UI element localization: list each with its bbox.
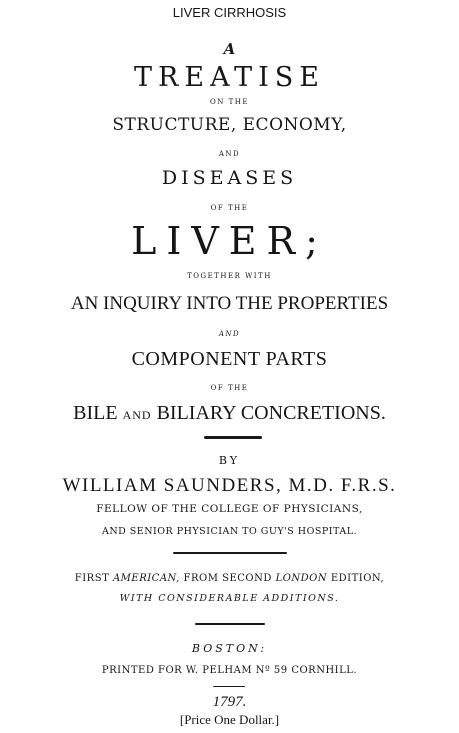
edition-first: FIRST	[74, 573, 110, 584]
title-line-year: 1797.	[212, 694, 247, 710]
title-line-bile	[0, 403, 459, 423]
title-line-structure: STRUCTURE, ECONOMY,	[112, 115, 347, 135]
ornamental-rule-4	[213, 686, 245, 687]
title-line-and-2: AND	[218, 330, 241, 338]
edition-word: EDITION,	[330, 573, 385, 584]
title-line-printed: PRINTED FOR W. PELHAM Nº 59 CORNHILL.	[101, 665, 358, 676]
title-line-of-the-1: OF THE	[210, 204, 249, 212]
title-line-senior: AND SENIOR PHYSICIAN TO GUY'S HOSPITAL.	[101, 526, 358, 537]
title-line-boston: BOSTON:	[191, 642, 268, 655]
title-line-additions: WITH CONSIDERABLE ADDITIONS.	[119, 593, 340, 604]
title-line-by: BY	[218, 454, 241, 467]
bile-and-word: AND	[122, 408, 152, 422]
header-label: LIVER CIRRHOSIS	[172, 5, 287, 20]
edition-from-second: FROM SECOND	[183, 573, 272, 584]
ornamental-rule-2	[173, 552, 287, 554]
title-line-price: [Price One Dollar.]	[179, 712, 280, 727]
edition-london: LONDON	[275, 573, 328, 584]
title-line-a: A	[223, 40, 236, 58]
title-line-component: COMPONENT PARTS	[131, 348, 328, 370]
ornamental-rule-3	[195, 623, 265, 625]
title-line-treatise: TREATISE	[134, 62, 325, 93]
title-line-together: TOGETHER WITH	[187, 272, 272, 280]
title-line-on-the: ON THE	[210, 98, 249, 106]
title-line-and-1: AND	[218, 150, 241, 158]
title-line-author: WILLIAM SAUNDERS, M.D. F.R.S.	[62, 475, 397, 496]
title-line-inquiry: AN INQUIRY INTO THE PROPERTIES	[70, 293, 389, 314]
biliary-concretions-words: BILIARY CONCRETIONS.	[156, 402, 386, 424]
ornamental-rule-1	[204, 436, 262, 439]
title-line-edition	[0, 574, 459, 584]
title-line-of-the-2: OF THE	[210, 384, 249, 392]
title-line-diseases: DISEASES	[161, 167, 298, 189]
edition-american: AMERICAN,	[112, 573, 180, 584]
bile-word: BILE	[73, 402, 118, 424]
title-line-liver: LIVER;	[131, 219, 328, 263]
title-line-fellow: FELLOW OF THE COLLEGE OF PHYSICIANS,	[96, 503, 363, 515]
